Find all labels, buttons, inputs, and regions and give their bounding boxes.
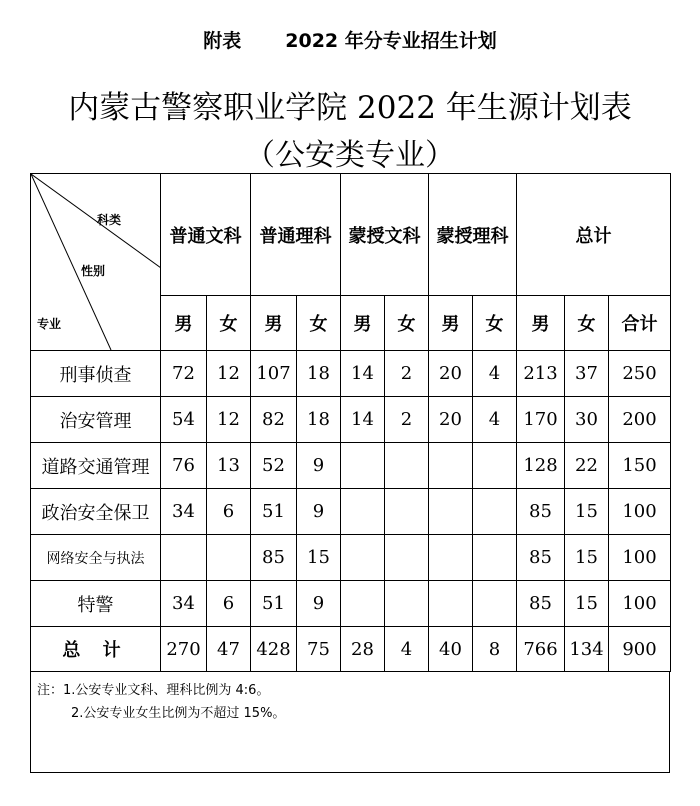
major-name-cell: 刑事侦查 (31, 351, 161, 397)
data-cell: 200 (609, 397, 671, 443)
data-cell: 85 (517, 489, 565, 535)
total-cell: 47 (207, 627, 251, 672)
data-cell (429, 581, 473, 627)
enrollment-plan-table (30, 173, 671, 672)
data-cell (429, 443, 473, 489)
note-line-2: 2.公安专业女生比例为不超过 15%。 (71, 706, 286, 721)
data-cell (341, 581, 385, 627)
document-caption (0, 26, 700, 53)
data-cell: 12 (207, 351, 251, 397)
data-cell (429, 535, 473, 581)
sum-header-cell: 合计 (609, 296, 671, 351)
note-line-1: 注：1.公安专业文科、理科比例为 4:6。 (37, 683, 270, 698)
data-cell (473, 535, 517, 581)
data-cell: 15 (297, 535, 341, 581)
corner-category-label: 科类 (97, 213, 122, 227)
data-cell (385, 489, 429, 535)
data-cell: 51 (251, 581, 297, 627)
data-cell: 15 (565, 535, 609, 581)
gender-header-cell: 女 (565, 296, 609, 351)
gender-header-cell: 男 (341, 296, 385, 351)
total-cell: 4 (385, 627, 429, 672)
data-cell: 85 (251, 535, 297, 581)
data-cell: 85 (517, 581, 565, 627)
data-cell: 2 (385, 397, 429, 443)
total-cell: 766 (517, 627, 565, 672)
data-cell: 107 (251, 351, 297, 397)
gender-header-cell: 男 (251, 296, 297, 351)
gender-header-cell: 女 (297, 296, 341, 351)
data-cell: 34 (161, 581, 207, 627)
data-cell: 18 (297, 397, 341, 443)
total-cell: 428 (251, 627, 297, 672)
data-cell (207, 535, 251, 581)
data-cell: 34 (161, 489, 207, 535)
data-cell: 100 (609, 535, 671, 581)
data-cell: 15 (565, 489, 609, 535)
data-cell: 13 (207, 443, 251, 489)
data-cell: 2 (385, 351, 429, 397)
major-name-cell: 特警 (31, 581, 161, 627)
table-row (31, 489, 671, 535)
gender-header-cell: 男 (429, 296, 473, 351)
data-cell: 9 (297, 489, 341, 535)
table-row (31, 351, 671, 397)
caption-prefix: 附表 (203, 30, 242, 52)
data-cell (385, 443, 429, 489)
total-cell: 40 (429, 627, 473, 672)
data-cell: 51 (251, 489, 297, 535)
corner-major-label: 专业 (37, 317, 62, 331)
data-cell (385, 581, 429, 627)
data-cell: 14 (341, 351, 385, 397)
data-cell (341, 535, 385, 581)
gender-header-cell: 男 (161, 296, 207, 351)
data-cell (341, 443, 385, 489)
data-cell: 4 (473, 397, 517, 443)
data-cell: 30 (565, 397, 609, 443)
data-cell: 85 (517, 535, 565, 581)
table-subtitle: （公安类专业） (245, 138, 455, 173)
total-cell: 8 (473, 627, 517, 672)
data-cell: 150 (609, 443, 671, 489)
data-cell: 37 (565, 351, 609, 397)
data-cell: 52 (251, 443, 297, 489)
total-cell: 900 (609, 627, 671, 672)
group-header-cell: 蒙授文科 (341, 174, 429, 296)
table-row (31, 443, 671, 489)
data-cell (473, 581, 517, 627)
gender-header-cell: 女 (473, 296, 517, 351)
group-header-cell: 总计 (517, 174, 671, 296)
major-name-cell: 政治安全保卫 (31, 489, 161, 535)
data-cell: 22 (565, 443, 609, 489)
data-cell: 6 (207, 489, 251, 535)
data-cell: 100 (609, 489, 671, 535)
table-row (31, 397, 671, 443)
data-cell: 76 (161, 443, 207, 489)
table-title: 内蒙古警察职业学院 2022 年生源计划表 (68, 90, 632, 126)
data-cell: 18 (297, 351, 341, 397)
data-cell: 20 (429, 397, 473, 443)
corner-gender-label: 性别 (81, 264, 106, 278)
data-cell: 170 (517, 397, 565, 443)
group-header-cell: 蒙授理科 (429, 174, 517, 296)
group-header-cell: 普通理科 (251, 174, 341, 296)
notes (31, 675, 669, 771)
data-cell (429, 489, 473, 535)
group-header-cell: 普通文科 (161, 174, 251, 296)
table-row (31, 535, 671, 581)
data-cell: 100 (609, 581, 671, 627)
total-cell: 270 (161, 627, 207, 672)
gender-header-cell: 女 (207, 296, 251, 351)
data-cell: 14 (341, 397, 385, 443)
data-cell: 82 (251, 397, 297, 443)
data-cell (473, 443, 517, 489)
caption-text: 2022 年分专业招生计划 (285, 30, 497, 52)
data-cell (473, 489, 517, 535)
data-cell: 72 (161, 351, 207, 397)
data-cell: 4 (473, 351, 517, 397)
data-cell: 6 (207, 581, 251, 627)
total-label-cell: 总 计 (31, 627, 161, 672)
data-cell: 15 (565, 581, 609, 627)
gender-header-cell: 男 (517, 296, 565, 351)
data-cell: 128 (517, 443, 565, 489)
data-cell: 20 (429, 351, 473, 397)
data-cell: 250 (609, 351, 671, 397)
data-cell: 12 (207, 397, 251, 443)
data-cell (161, 535, 207, 581)
group-header-row (31, 174, 671, 296)
data-cell: 54 (161, 397, 207, 443)
corner-cell (31, 174, 161, 351)
data-cell: 9 (297, 581, 341, 627)
data-cell (385, 535, 429, 581)
total-cell: 28 (341, 627, 385, 672)
total-row (31, 627, 671, 672)
table-row (31, 581, 671, 627)
total-cell: 75 (297, 627, 341, 672)
data-cell: 213 (517, 351, 565, 397)
major-name-cell: 治安管理 (31, 397, 161, 443)
major-name-cell: 道路交通管理 (31, 443, 161, 489)
major-name-cell: 网络安全与执法 (31, 535, 161, 581)
data-cell: 9 (297, 443, 341, 489)
gender-header-cell: 女 (385, 296, 429, 351)
data-cell (341, 489, 385, 535)
total-cell: 134 (565, 627, 609, 672)
